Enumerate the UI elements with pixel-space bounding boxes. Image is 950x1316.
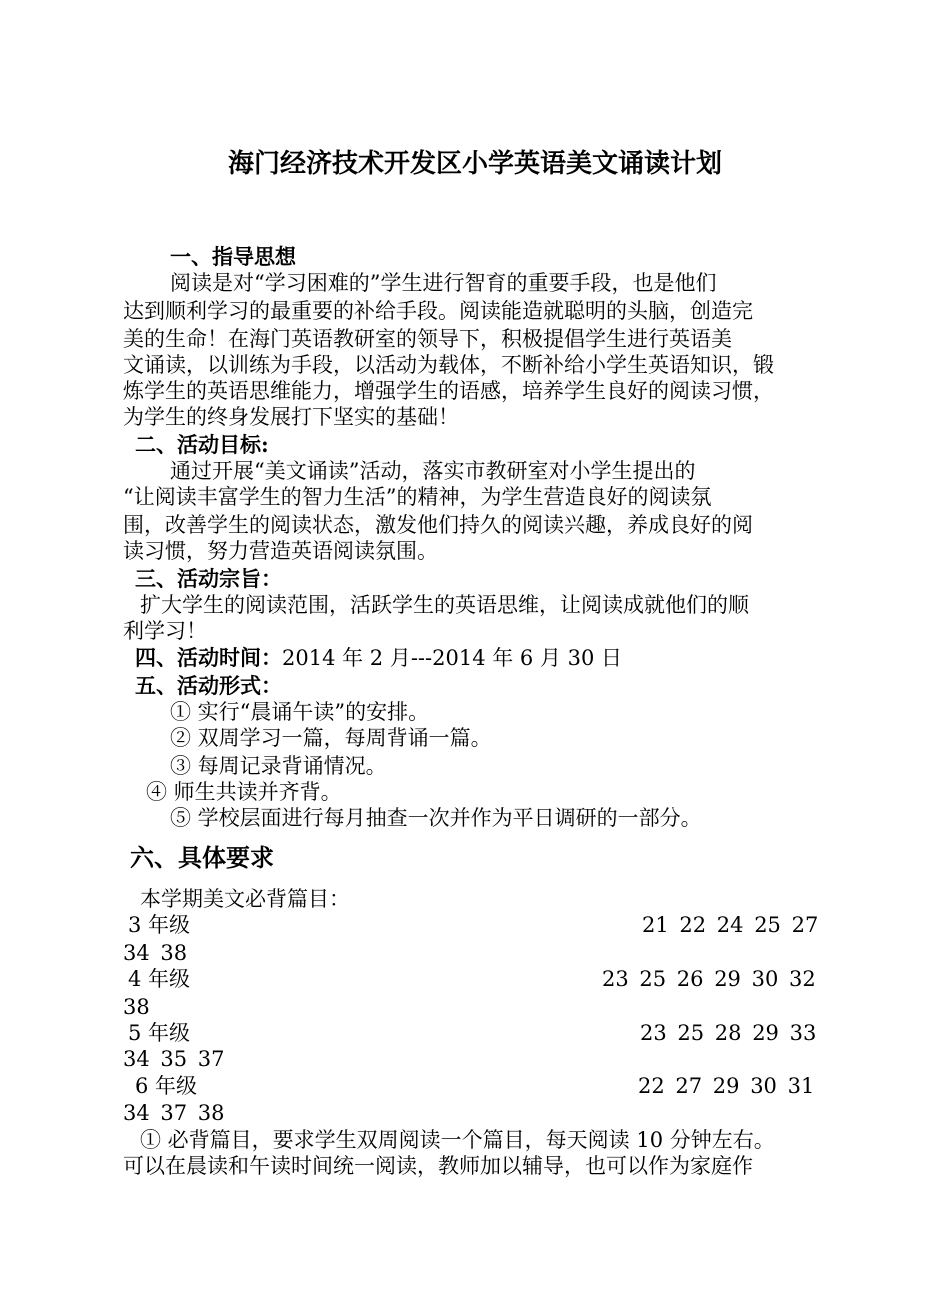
grade-article-numbers: 23 25 26 29 30 32 <box>602 967 816 991</box>
paragraph-line: 文诵读，以训练为手段，以活动为载体，不断补给小学生英语知识，锻 <box>123 353 774 377</box>
section-heading-activity-goals: 二、活动目标: <box>135 432 269 457</box>
grade-article-numbers-continued: 38 <box>123 995 150 1019</box>
list-item: ② 双周学习一篇，每周背诵一篇。 <box>170 726 492 750</box>
section-heading-activity-purpose: 三、活动宗旨： <box>135 566 282 591</box>
list-item: ① 实行“晨诵午读”的安排。 <box>170 700 430 724</box>
paragraph-line: 读习惯，努力营造英语阅读氛围。 <box>123 539 438 563</box>
grade-article-numbers: 21 22 24 25 27 <box>642 913 819 937</box>
requirement-note-line: ① 必背篇目，要求学生双周阅读一个篇目，每天阅读 10 分钟左右。 <box>140 1128 775 1152</box>
required-list-intro: 本学期美文必背篇目： <box>140 887 350 911</box>
section-heading-guiding-thought: 一、指导思想 <box>170 244 296 269</box>
section-heading-activity-form: 五、活动形式： <box>135 673 282 698</box>
paragraph-line: 扩大学生的阅读范围，活跃学生的英语思维，让阅读成就他们的顺 <box>140 593 749 617</box>
grade-article-numbers: 23 25 28 29 33 <box>640 1021 817 1045</box>
paragraph-line: 通过开展“美文诵读”活动，落实市教研室对小学生提出的 <box>170 459 696 483</box>
requirement-note-line: 可以在晨读和午读时间统一阅读，教师加以辅导，也可以作为家庭作 <box>123 1154 753 1178</box>
section-heading-requirements: 六、具体要求 <box>130 843 274 872</box>
list-item: ④ 师生共读并齐背。 <box>146 780 342 804</box>
list-item: ③ 每周记录背诵情况。 <box>170 754 387 778</box>
grade-label: 5 年级 <box>128 1021 191 1045</box>
paragraph-line: 围，改善学生的阅读状态，激发他们持久的阅读兴趣，养成良好的阅 <box>123 513 753 537</box>
paragraph-line: “让阅读丰富学生的智力生活”的精神，为学生营造良好的阅读氛 <box>123 485 712 509</box>
document-title: 海门经济技术开发区小学英语美文诵读计划 <box>227 149 722 179</box>
grade-article-numbers: 22 27 29 30 31 <box>638 1074 815 1098</box>
paragraph-line: 阅读是对“学习困难的”学生进行智育的重要手段，也是他们 <box>170 271 717 295</box>
paragraph-line: 为学生的终身发展打下坚实的基础！ <box>123 405 459 429</box>
paragraph-line: 美的生命！在海门英语教研室的领导下，积极提倡学生进行英语美 <box>123 327 732 351</box>
grade-label: 6 年级 <box>135 1074 198 1098</box>
grade-article-numbers-continued: 34 37 38 <box>123 1101 225 1125</box>
list-item: ⑤ 学校层面进行每月抽查一次并作为平日调研的一部分。 <box>170 806 702 830</box>
paragraph-line: 达到顺利学习的最重要的补给手段。阅读能造就聪明的头脑，创造完 <box>123 299 753 323</box>
section-heading-activity-time: 四、活动时间： <box>135 645 282 670</box>
grade-article-numbers-continued: 34 38 <box>123 941 188 965</box>
activity-time-line <box>135 645 622 671</box>
paragraph-line: 利学习！ <box>123 619 207 643</box>
grade-label: 4 年级 <box>128 967 191 991</box>
activity-time-value: 2014 年 2 月---2014 年 6 月 30 日 <box>282 646 623 670</box>
grade-article-numbers-continued: 34 35 37 <box>123 1047 225 1071</box>
grade-label: 3 年级 <box>128 913 191 937</box>
paragraph-line: 炼学生的英语思维能力，增强学生的语感，培养学生良好的阅读习惯， <box>123 379 774 403</box>
